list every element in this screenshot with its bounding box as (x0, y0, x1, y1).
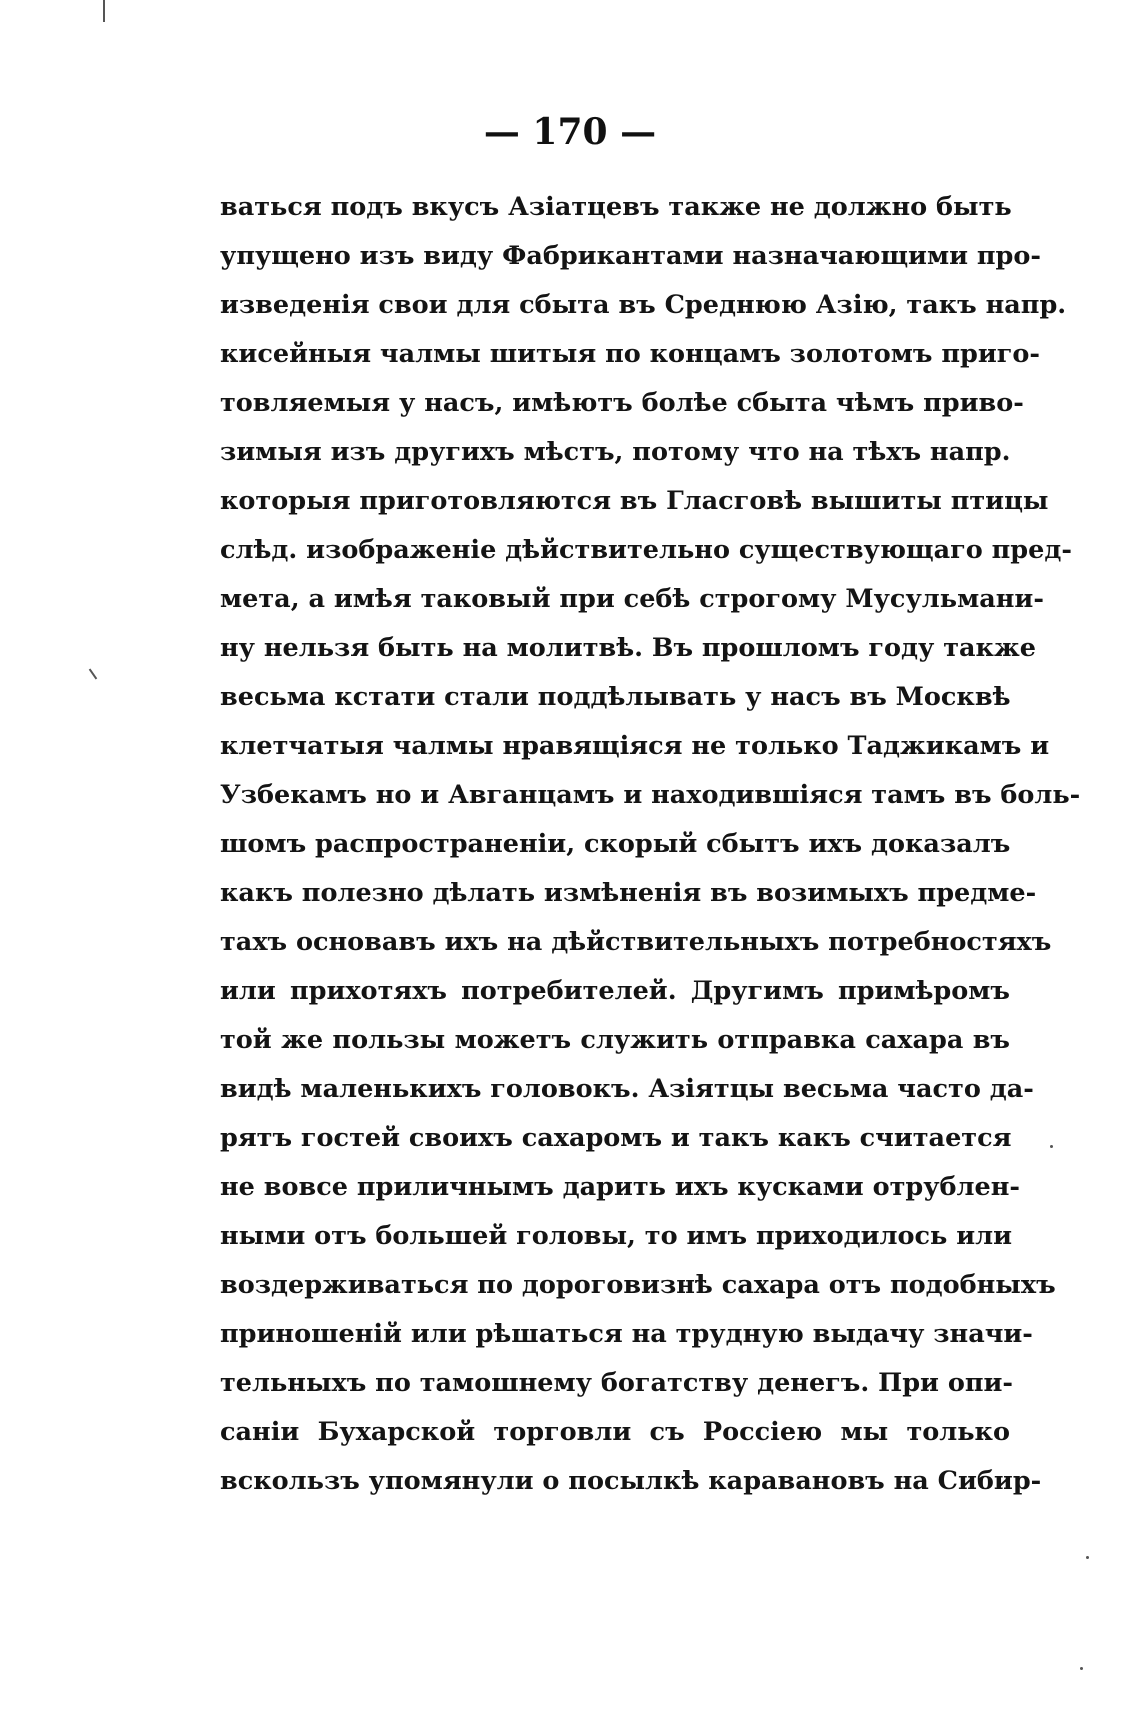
text-line: которыя приготовляются въ Гласговѣ вышиты птицы (220, 486, 1049, 516)
scan-mark (1086, 1556, 1089, 1559)
text-line: видѣ маленькихъ головокъ. Азіятцы весьма часто да- (220, 1074, 1034, 1104)
text-line: тахъ основавъ ихъ на дѣйствительныхъ потребностяхъ (220, 927, 1052, 957)
text-line: упущено изъ виду Фабрикантами назначающими про- (220, 241, 1041, 271)
text-line: или прихотяхъ потребителей. Другимъ примѣромъ (220, 976, 1010, 1006)
text-line: ваться подъ вкусъ Азіатцевъ также не должно быть (220, 192, 1012, 222)
text-line: слѣд. изображеніе дѣйствительно существующаго пред- (220, 535, 1072, 565)
page-number: — 170 — (483, 111, 657, 153)
text-line: Узбекамъ но и Авганцамъ и находившіяся тамъ въ боль- (220, 780, 1081, 810)
text-line: ну нельзя быть на молитвѣ. Въ прошломъ году также (220, 633, 1036, 663)
text-line: ными отъ большей головы, то имъ приходилось или (220, 1221, 1013, 1251)
text-line: клетчатыя чалмы нравящіяся не только Таджикамъ и (220, 731, 1050, 761)
scan-mark (89, 669, 98, 680)
text-line: приношеній или рѣшаться на трудную выдачу значи- (220, 1319, 1033, 1349)
text-line: не вовсе приличнымъ дарить ихъ кусками отрублен- (220, 1172, 1020, 1202)
text-line: шомъ распространеніи, скорый сбытъ ихъ доказалъ (220, 829, 1011, 859)
text-line: кисейныя чалмы шитыя по концамъ золотомъ приго- (220, 339, 1040, 369)
text-line: саніи Бухарской торговли съ Россіею мы только (220, 1417, 1010, 1447)
scan-mark (103, 0, 105, 22)
text-line: зимыя изъ другихъ мѣстъ, потому что на тѣхъ напр. (220, 437, 1011, 467)
text-line: изведенія свои для сбыта въ Среднюю Азію, такъ напр. (220, 290, 1067, 320)
scan-mark (1080, 1667, 1083, 1670)
text-line: воздерживаться по дороговизнѣ сахара отъ подобныхъ (220, 1270, 1056, 1300)
text-line: товляемыя у насъ, имѣютъ болѣе сбыта чѣмъ приво- (220, 388, 1024, 418)
text-line: той же пользы можетъ служить отправка сахара въ (220, 1025, 1010, 1055)
text-line: весьма кстати стали поддѣлывать у насъ въ Москвѣ (220, 682, 1011, 712)
text-line: вскользъ упомянули о посылкѣ каравановъ на Сибир- (220, 1466, 1042, 1496)
text-line: рятъ гостей своихъ сахаромъ и такъ какъ считается (220, 1123, 1012, 1153)
scan-mark (1050, 1145, 1053, 1148)
text-line: мета, а имѣя таковый при себѣ строгому Мусульмани- (220, 584, 1044, 614)
text-line: какъ полезно дѣлать измѣненія въ возимыхъ предме- (220, 878, 1037, 908)
body-text (220, 183, 1081, 1506)
text-line: тельныхъ по тамошнему богатству денегъ. При опи- (220, 1368, 1013, 1398)
